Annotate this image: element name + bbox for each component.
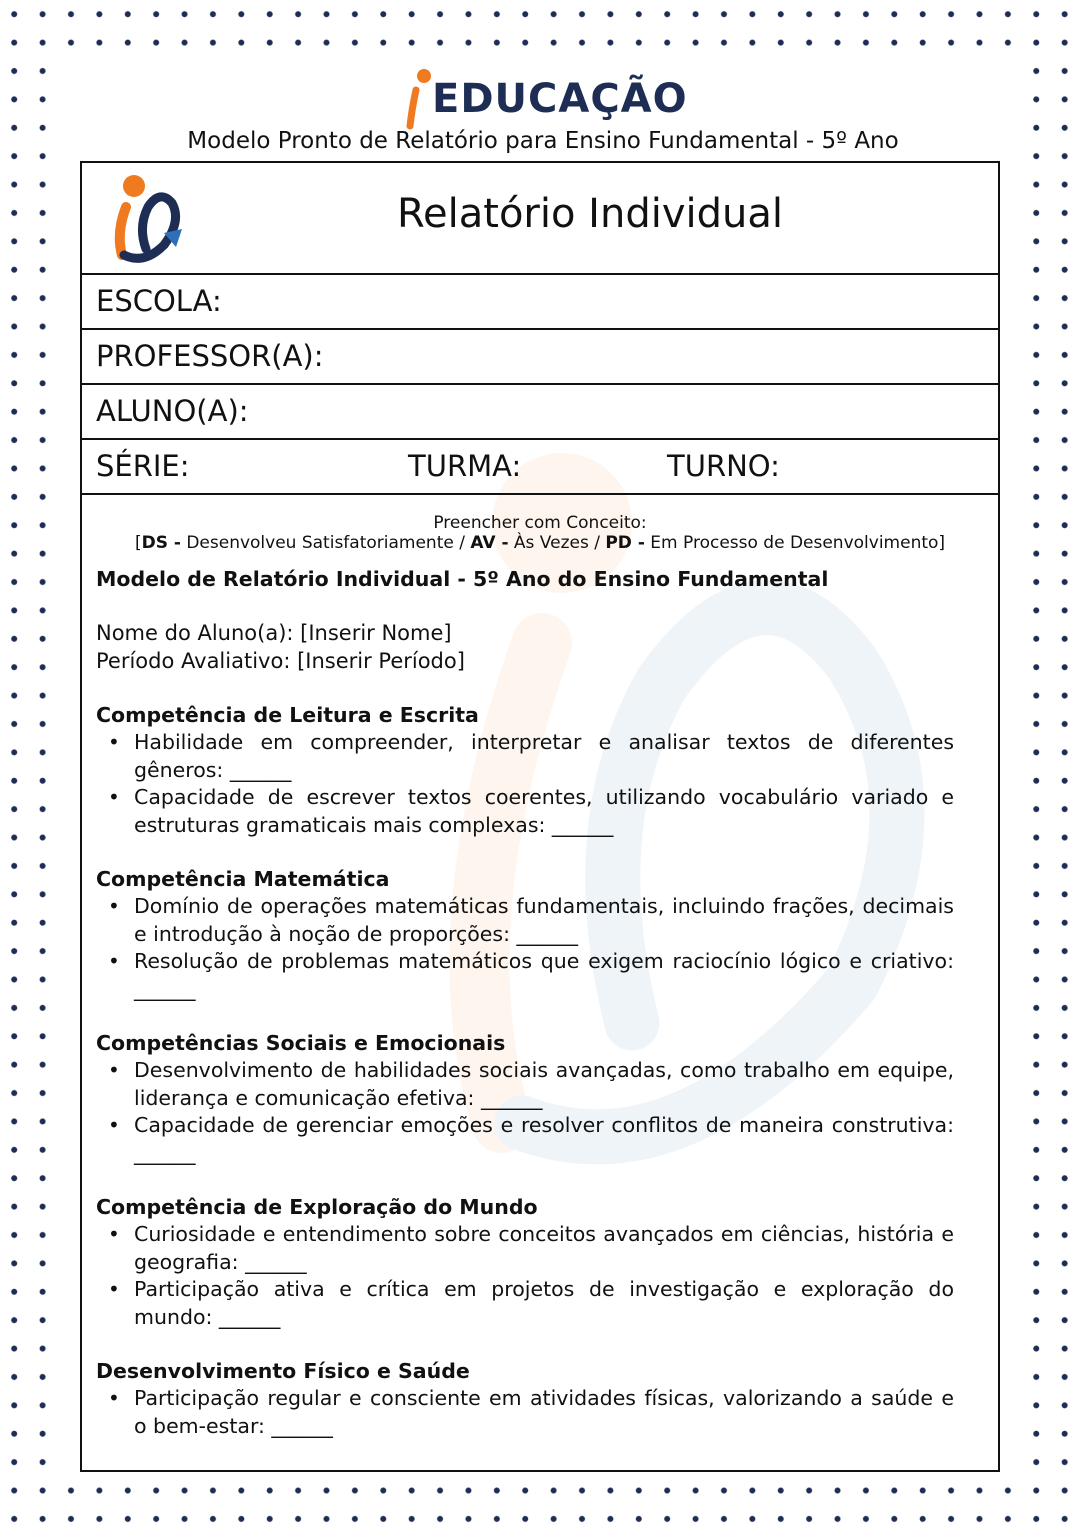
student-name-line: Nome do Aluno(a): [Inserir Nome] <box>96 621 452 645</box>
report-form <box>80 161 1000 1472</box>
legend-close-bracket: ] <box>938 533 946 553</box>
list-item: • Capacidade de escrever textos coerentes, utilizando vocabulário variado e estruturas gramaticais mais complexas: ______ <box>134 784 954 839</box>
report-content <box>96 513 984 1440</box>
student-info <box>96 619 984 675</box>
legend-ds-text: Desenvolveu Satisfatoriamente / <box>180 533 471 553</box>
report-heading: Modelo de Relatório Individual - 5º Ano do Ensino Fundamental <box>96 567 829 591</box>
list-item: • Resolução de problemas matemáticos que exigem raciocínio lógico e criativo: ______ <box>134 948 954 1003</box>
section-title: Desenvolvimento Físico e Saúde <box>96 1359 470 1383</box>
list-item: • Capacidade de gerenciar emoções e resolver conflitos de maneira construtiva: ______ <box>134 1112 954 1167</box>
section-exploracao-mundo <box>96 1193 984 1331</box>
section-items <box>96 1057 984 1167</box>
field-row-serie-turma-turno <box>82 440 998 495</box>
section-leitura-escrita <box>96 701 984 839</box>
field-label-professor: PROFESSOR(A): <box>96 339 324 373</box>
list-item: • Domínio de operações matemáticas fundamentais, incluindo frações, decimais e introdução à noção de proporções: ______ <box>134 893 954 948</box>
list-item: • Habilidade em compreender, interpretar e analisar textos de diferentes gêneros: ______ <box>134 729 954 784</box>
section-items <box>96 1221 984 1331</box>
legend-av-text: Às Vezes / <box>508 533 606 553</box>
brand-name: EDUCAÇÃO <box>432 76 688 122</box>
section-title: Competência Matemática <box>96 867 390 891</box>
section-matematica <box>96 865 984 1003</box>
section-items <box>96 729 984 839</box>
section-items <box>96 1385 984 1440</box>
field-row-escola <box>82 275 998 330</box>
field-row-aluno <box>82 385 998 440</box>
form-header <box>82 163 998 275</box>
list-item: • Curiosidade e entendimento sobre conceitos avançados em ciências, história e geografia: ______ <box>134 1221 954 1276</box>
legend-av-code: AV - <box>470 533 509 553</box>
section-title: Competências Sociais e Emocionais <box>96 1031 506 1055</box>
form-title: Relatório Individual <box>397 191 783 237</box>
field-row-professor <box>82 330 998 385</box>
legend-ds-code: DS - <box>141 533 181 553</box>
field-label-turno: TURNO: <box>667 449 780 483</box>
document-subtitle: Modelo Pronto de Relatório para Ensino Fundamental - 5º Ano <box>187 128 899 154</box>
list-item: • Participação regular e consciente em atividades físicas, valorizando a saúde e o bem-estar: ______ <box>134 1385 954 1440</box>
brand-logo <box>402 68 692 132</box>
section-fisico-saude <box>96 1357 984 1440</box>
section-sociais-emocionais <box>96 1029 984 1167</box>
section-items <box>96 893 984 1003</box>
concept-legend <box>96 513 984 553</box>
section-title: Competência de Leitura e Escrita <box>96 703 479 727</box>
field-label-escola: ESCOLA: <box>96 284 222 318</box>
legend-heading: Preencher com Conceito: <box>433 513 647 533</box>
period-line: Período Avaliativo: [Inserir Período] <box>96 649 465 673</box>
list-item: • Participação ativa e crítica em projetos de investigação e exploração do mundo: ______ <box>134 1276 954 1331</box>
section-title: Competência de Exploração do Mundo <box>96 1195 538 1219</box>
legend-pd-code: PD - <box>605 533 645 553</box>
logo-icon <box>102 171 190 267</box>
legend-pd-text: Em Processo de Desenvolvimento <box>644 533 939 553</box>
legend-line <box>96 533 984 553</box>
field-label-aluno: ALUNO(A): <box>96 394 249 428</box>
list-item: • Desenvolvimento de habilidades sociais avançadas, como trabalho em equipe, liderança e comunicação efetiva: ______ <box>134 1057 954 1112</box>
field-label-serie: SÉRIE: <box>96 449 190 483</box>
field-label-turma: TURMA: <box>408 449 522 483</box>
legend-open-bracket: [ <box>134 533 142 553</box>
